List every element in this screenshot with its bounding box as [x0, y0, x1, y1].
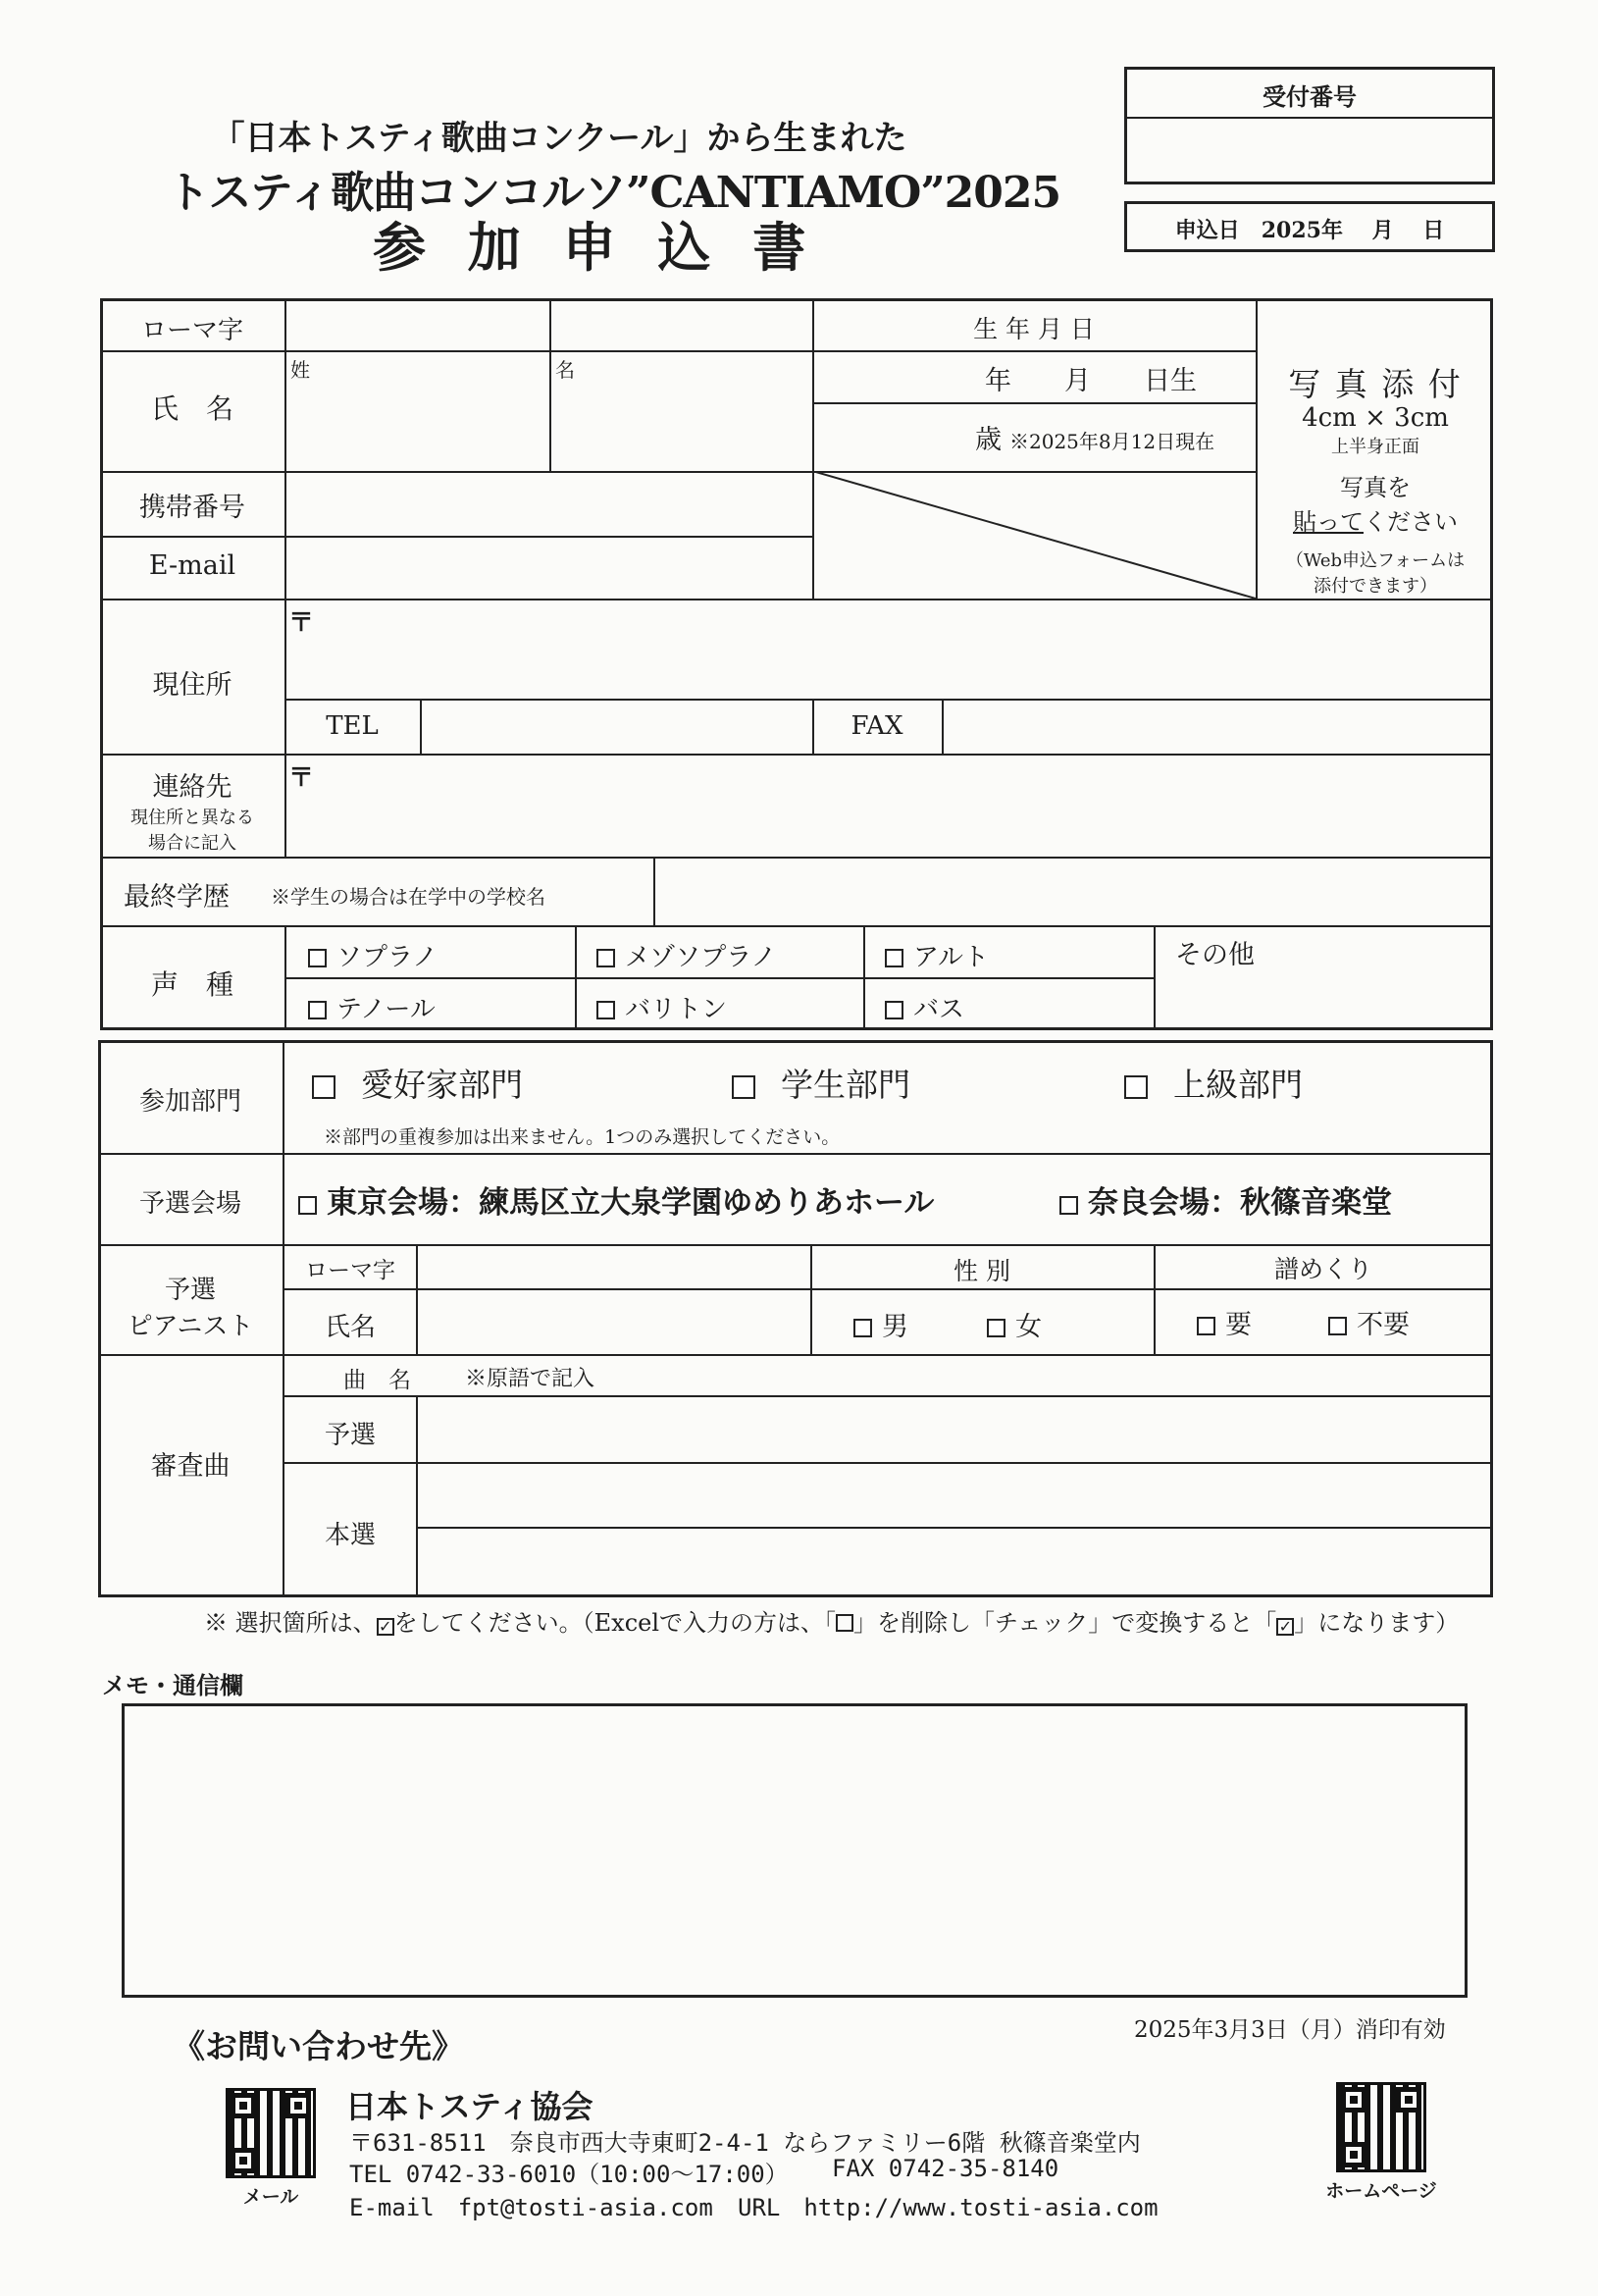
final-song-label: 本選	[324, 1521, 376, 1550]
contact-address: 〒631-8511 奈良市西大寺東町2-4-1 ならファミリー6階 秋篠音楽堂内	[349, 2129, 1141, 2157]
venue-option-tokyo[interactable]: 東京会場：練馬区立大泉学園ゆめりあホール	[298, 1177, 934, 1222]
email-field[interactable]	[286, 538, 810, 597]
contact-address-field[interactable]	[286, 756, 1491, 855]
education-note: ※学生の場合は在学中の学校名	[271, 885, 545, 909]
contact-org: 日本トスティ協会	[345, 2088, 593, 2125]
romaji-surname-field[interactable]	[286, 300, 547, 349]
tel-field[interactable]	[422, 701, 810, 752]
gender-label: 性 別	[954, 1257, 1010, 1285]
final-song-field-1[interactable]	[418, 1464, 1491, 1525]
application-date-box[interactable]	[1124, 201, 1495, 252]
checkbox-amateur[interactable]	[312, 1075, 335, 1099]
voice-option-soprano[interactable]: ソプラノ	[308, 937, 438, 973]
age-note: ※2025年8月12日現在	[1009, 430, 1215, 453]
given-name-label: 名	[555, 358, 575, 382]
division-note: ※部門の重複参加は出来ません。1つのみ選択してください。	[324, 1126, 841, 1148]
checkbox-student[interactable]	[732, 1075, 755, 1099]
contact-label-block	[100, 765, 284, 855]
checkbox-advanced[interactable]	[1124, 1075, 1148, 1099]
checkbox-alto[interactable]	[885, 949, 903, 967]
photo-instruction-rest: ください	[1364, 508, 1458, 536]
photo-web-note-2: 添付できます）	[1314, 576, 1437, 597]
given-name-field[interactable]	[551, 352, 810, 469]
contact-fax: FAX 0742-35-8140	[832, 2155, 1059, 2182]
receipt-number-label: 受付番号	[1263, 82, 1357, 111]
education-label: 最終学歴	[124, 882, 230, 913]
checkbox-male[interactable]	[853, 1319, 872, 1337]
qr-code-mail-icon[interactable]	[226, 2088, 316, 2178]
checkbox-female[interactable]	[987, 1319, 1005, 1337]
checkbox-page-turner-yes[interactable]	[1197, 1317, 1215, 1335]
division-option-amateur[interactable]: 愛好家部門	[312, 1060, 523, 1106]
song-name-header: 曲 名	[343, 1368, 411, 1393]
prelim-song-field[interactable]	[418, 1397, 1491, 1460]
address-label: 現住所	[152, 670, 232, 701]
voice-option-mezzo[interactable]: メゾソプラノ	[596, 937, 776, 973]
birthdate-field[interactable]: 年 月 日生	[985, 366, 1197, 396]
qr-home-label: ホームページ	[1325, 2180, 1437, 2202]
pianist-name-field[interactable]	[418, 1290, 808, 1352]
qr-code-homepage-icon[interactable]	[1336, 2082, 1426, 2172]
photo-sub: 上半身正面	[1331, 437, 1419, 457]
checkbox-tenor[interactable]	[308, 1001, 327, 1019]
page-turner-option-no[interactable]: 不要	[1328, 1303, 1410, 1341]
education-field[interactable]	[655, 859, 1491, 923]
voice-option-bass[interactable]: バス	[885, 989, 964, 1025]
contact-heading: 《お問い合わせ先》	[173, 2027, 464, 2065]
age-field[interactable]	[975, 418, 1214, 456]
contact-note-2: 場合に記入	[148, 833, 236, 854]
header-title: トスティ歌曲コンコルソ”CANTIAMO”2025	[167, 168, 1061, 218]
photo-title: 写 真 添 付	[1288, 365, 1463, 403]
page-turner-label: 譜めくり	[1273, 1255, 1372, 1283]
pianist-name-label: 氏名	[324, 1313, 376, 1342]
venue-option-nara[interactable]: 奈良会場：秋篠音楽堂	[1059, 1177, 1392, 1222]
photo-instruction-underlined: 貼って	[1293, 508, 1364, 536]
checkbox-tokyo[interactable]	[298, 1196, 317, 1215]
checkbox-nara[interactable]	[1059, 1196, 1078, 1215]
voice-other-label: その他	[1175, 940, 1255, 970]
page-turner-option-yes[interactable]: 要	[1197, 1303, 1252, 1341]
checkbox-baritone[interactable]	[596, 1001, 615, 1019]
division-option-student[interactable]: 学生部門	[732, 1060, 910, 1106]
deadline-note: 2025年3月3日（月）消印有効	[1134, 2017, 1446, 2043]
memo-label: メモ・通信欄	[102, 1672, 243, 1699]
photo-web-note-1: （Web申込フォームは	[1285, 550, 1466, 571]
romaji-label: ローマ字	[140, 316, 243, 345]
voice-other-field[interactable]	[1156, 927, 1491, 1028]
form-title: 参 加 申 込 書	[373, 216, 818, 279]
checkbox-page-turner-no[interactable]	[1328, 1317, 1347, 1335]
photo-instruction-1: 写真を	[1340, 474, 1411, 501]
songs-label: 審査曲	[150, 1451, 231, 1482]
contact-email[interactable]: E-mail fpt@tosti-asia.com	[349, 2194, 713, 2221]
gender-option-female[interactable]: 女	[987, 1305, 1042, 1343]
fax-field[interactable]	[944, 701, 1491, 752]
checked-box-icon-2: ✓	[1276, 1618, 1294, 1636]
birthdate-label: 生 年 月 日	[973, 315, 1095, 343]
final-song-field-2[interactable]	[418, 1529, 1491, 1595]
qr-mail-label: メール	[242, 2186, 299, 2208]
division-label: 参加部門	[138, 1087, 241, 1117]
postal-mark: 〒	[288, 608, 315, 638]
photo-area	[1258, 359, 1493, 598]
pianist-label-1: 予選	[164, 1276, 216, 1305]
romaji-given-field[interactable]	[551, 300, 810, 349]
header-subtitle: 「日本トスティ歌曲コンクール」から生まれた	[211, 119, 907, 158]
age-label: 歳	[975, 425, 1002, 455]
division-option-advanced[interactable]: 上級部門	[1124, 1060, 1303, 1106]
address-field[interactable]	[286, 600, 1491, 697]
voice-option-baritone[interactable]: バリトン	[596, 989, 727, 1025]
checked-box-icon: ✓	[377, 1618, 394, 1636]
voice-option-tenor[interactable]: テノール	[308, 989, 436, 1025]
checkbox-bass[interactable]	[885, 1001, 903, 1019]
blank-diagonal-cell	[812, 471, 1256, 599]
gender-option-male[interactable]: 男	[853, 1305, 908, 1343]
mobile-field[interactable]	[286, 473, 810, 534]
checkbox-soprano[interactable]	[308, 949, 327, 967]
song-name-note: ※原語で記入	[465, 1367, 595, 1391]
voice-type-label: 声 種	[150, 968, 233, 1001]
photo-size: 4cm × 3cm	[1302, 403, 1449, 433]
surname-field[interactable]	[286, 352, 547, 469]
prelim-song-label: 予選	[324, 1421, 376, 1450]
memo-field[interactable]	[122, 1703, 1468, 1998]
contact-label: 連絡先	[152, 772, 232, 803]
checkbox-mezzo[interactable]	[596, 949, 615, 967]
pianist-romaji-label: ローマ字	[305, 1258, 395, 1283]
receipt-number-box	[1124, 67, 1495, 184]
surname-label: 姓	[290, 358, 310, 382]
voice-option-alto[interactable]: アルト	[885, 937, 989, 973]
venue-label: 予選会場	[138, 1189, 241, 1219]
tel-label: TEL	[326, 711, 379, 741]
contact-postal-mark: 〒	[288, 763, 315, 793]
empty-box-icon	[836, 1614, 853, 1632]
pianist-romaji-field[interactable]	[418, 1246, 808, 1286]
contact-tel: TEL 0742-33-6010（10:00～17:00）	[349, 2161, 789, 2188]
checkbox-instruction-note: ※ 選択箇所は、 ✓をしてください。（Excelで入力の方は、「 」を削除し「チェック」で変換すると「 ✓」になります）	[204, 1609, 1460, 1637]
pianist-label-2: ピアニスト	[127, 1312, 254, 1341]
email-label: E-mail	[148, 550, 236, 581]
name-label: 氏 名	[150, 392, 233, 425]
application-date: 申込日 2025年 月 日	[1174, 218, 1445, 243]
fax-label: FAX	[851, 711, 903, 741]
pianist-label-block	[98, 1270, 283, 1342]
mobile-label: 携帯番号	[139, 493, 245, 523]
contact-note-1: 現住所と異なる	[130, 808, 254, 828]
contact-url[interactable]: URL http://www.tosti-asia.com	[738, 2194, 1159, 2221]
